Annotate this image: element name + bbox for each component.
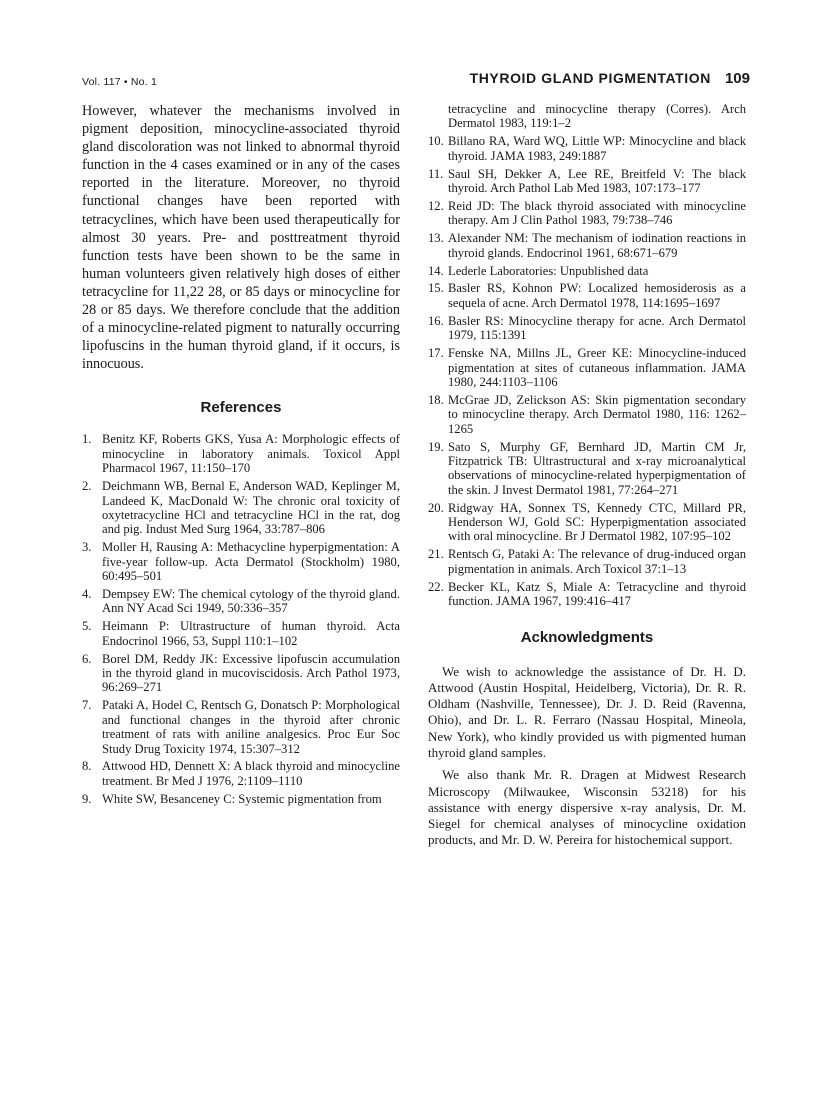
reference-item bbox=[82, 759, 400, 788]
right-column bbox=[428, 102, 746, 855]
reference-text: Sato S, Murphy GF, Bernhard JD, Martin CM Jr, Fitzpatrick TB: Ultrastructural and x-ray microanalytical observations of minocycline-related hyperpigmentation of the skin. J Invest Dermatol 1981, 77:264–271 bbox=[448, 439, 746, 497]
reference-text: Fenske NA, Millns JL, Greer KE: Minocycline-induced pigmentation at sites of cutaneous inflammation. JAMA 1980, 244:1103–1106 bbox=[448, 346, 746, 389]
reference-text: Heimann P: Ultrastructure of human thyroid. Acta Endocrinol 1966, 53, Suppl 110:1–102 bbox=[102, 619, 400, 648]
reference-text: Basler RS, Kohnon PW: Localized hemosiderosis as a sequela of acne. Arch Dermatol 1978, 114:1695–1697 bbox=[448, 281, 746, 310]
reference-item bbox=[82, 479, 400, 537]
reference-text: White SW, Besanceney C: Systemic pigmentation from bbox=[102, 791, 382, 806]
journal-volume: Vol. 117 • No. 1 bbox=[82, 76, 157, 88]
reference-number: 17. bbox=[428, 346, 444, 361]
reference-text: Alexander NM: The mechanism of iodination reactions in thyroid glands. Endocrinol 1961, 68:671–679 bbox=[448, 231, 746, 260]
reference-item bbox=[82, 587, 400, 616]
reference-text: McGrae JD, Zelickson AS: Skin pigmentation secondary to minocycline therapy. Arch Dermatol 1980, 116: 1262–1265 bbox=[448, 392, 746, 436]
reference-item bbox=[428, 199, 746, 228]
reference-number: 4. bbox=[82, 586, 92, 601]
reference-item bbox=[428, 501, 746, 544]
reference-text: Pataki A, Hodel C, Rentsch G, Donatsch P: Morphological and functional changes in the thyroid after chronic treatment of rats with aniline analgesics. Proc Eur Soc Study Drug Toxicity 1974, 15:307–312 bbox=[102, 698, 400, 756]
page-number: 109 bbox=[724, 70, 750, 87]
running-header bbox=[470, 70, 750, 87]
reference-number: 20. bbox=[428, 500, 444, 515]
reference-item bbox=[428, 580, 746, 609]
reference-text: Rentsch G, Pataki A: The relevance of drug-induced organ pigmentation in animals. Arch Toxicol 37:1–13 bbox=[448, 547, 746, 576]
reference-item bbox=[428, 134, 746, 163]
reference-item bbox=[82, 619, 400, 648]
reference-list-right bbox=[428, 134, 746, 608]
reference-text: Benitz KF, Roberts GKS, Yusa A: Morphologic effects of minocycline in laboratory animals. Toxicol Appl Pharmacol 1967, 11:150–170 bbox=[102, 432, 400, 476]
reference-text: Becker KL, Katz S, Miale A: Tetracycline and thyroid function. JAMA 1967, 199:416–417 bbox=[448, 579, 746, 609]
reference-item bbox=[428, 314, 746, 343]
reference-number: 2. bbox=[82, 479, 92, 494]
reference-number: 14. bbox=[428, 263, 444, 278]
running-title: THYROID GLAND PIGMENTATION bbox=[469, 70, 711, 86]
reference-item bbox=[428, 346, 746, 389]
reference-number: 22. bbox=[428, 579, 444, 594]
reference-text: Borel DM, Reddy JK: Excessive lipofuscin accumulation in the thyroid gland in mucoviscidosis. Arch Pathol 1973, 96:269–271 bbox=[102, 651, 400, 695]
reference-item bbox=[428, 393, 746, 436]
reference-text: Moller H, Rausing A: Methacycline hyperpigmentation: A five-year follow-up. Acta Dermatol (Stockholm) 1980, 60:495–501 bbox=[102, 540, 400, 584]
reference-text: Saul SH, Dekker A, Lee RE, Breitfeld V: The black thyroid. Arch Pathol Lab Med 1983, 107:173–177 bbox=[448, 166, 746, 196]
reference-number: 1. bbox=[82, 432, 92, 447]
reference-item bbox=[82, 432, 400, 475]
reference-text: Billano RA, Ward WQ, Little WP: Minocycline and black thyroid. JAMA 1983, 249:1887 bbox=[448, 134, 746, 163]
left-column bbox=[82, 102, 400, 810]
reference-text: Attwood HD, Dennett X: A black thyroid and minocycline treatment. Br Med J 1976, 2:1109–1110 bbox=[102, 759, 400, 788]
reference-number: 13. bbox=[428, 231, 444, 246]
reference-number: 15. bbox=[428, 281, 444, 296]
reference-text: Ridgway HA, Sonnex TS, Kennedy CTC, Millard PR, Henderson WJ, Gold SC: Hyperpigmentation associated with oral minocycline. Br J Dermatol 1982, 107:95–102 bbox=[448, 500, 746, 544]
reference-item bbox=[428, 547, 746, 576]
conclusion-paragraph: However, whatever the mechanisms involved in pigment deposition, minocycline-associated thyroid gland discoloration was not linked to abnormal thyroid function in the 4 cases examined or in any of the cases reported in the literature. Moreover, no thyroid functional changes have been reported with tetracyclines, which have been used therapeutically for almost 30 years. Pre- and posttreatment thyroid function tests have been shown to be the same in human volunteers given relatively high doses of either tetracycline for 11,22 28, or 85 days or minocycline for 28 or 85 days. We therefore conclude that the addition of a minocycline-related pigment to naturally occurring lipofuscins in the human thyroid gland, if it occurs, is innocuous. bbox=[82, 103, 400, 373]
reference-number: 11. bbox=[428, 166, 444, 181]
reference-item bbox=[82, 652, 400, 695]
reference-number: 3. bbox=[82, 540, 92, 555]
reference-number: 18. bbox=[428, 392, 444, 407]
reference-item bbox=[82, 698, 400, 756]
reference-number: 16. bbox=[428, 313, 444, 328]
reference-list-left bbox=[82, 432, 400, 806]
reference-item bbox=[82, 792, 400, 806]
reference-item bbox=[82, 540, 400, 583]
references-heading: References bbox=[200, 399, 282, 417]
reference-text: Lederle Laboratories: Unpublished data bbox=[448, 263, 649, 278]
reference-number: 6. bbox=[82, 651, 92, 666]
reference-number: 7. bbox=[82, 698, 92, 713]
reference-number: 19. bbox=[428, 439, 444, 454]
reference-number: 12. bbox=[428, 198, 444, 213]
reference-number: 9. bbox=[82, 791, 92, 806]
reference-item bbox=[428, 264, 746, 278]
reference-number: 8. bbox=[82, 759, 92, 774]
reference-continuation: tetracycline and minocycline therapy (Corres). Arch Dermatol 1983, 119:1–2 bbox=[448, 102, 746, 131]
acknowledgment-paragraph: We wish to acknowledge the assistance of Dr. H. D. Attwood (Austin Hospital, Heidelberg, Victoria), Dr. R. R. Oldham (Nashville, Tennessee), Dr. J. D. Reid (Ravenna, Ohio), and Dr. L. R. Ferraro (Nassau Hospital, Mineola, New York), who kindly provided us with pigmented human thyroid gland samples. bbox=[428, 663, 746, 760]
reference-text: Deichmann WB, Bernal E, Anderson WAD, Keplinger M, Landeed K, MacDonald W: The chronic oral toxicity of oxytetracycline HCl and tetracycline HCl in the rat, dog and pig. Indust Med Surg 1964, 33:787–806 bbox=[102, 479, 400, 537]
reference-text: Basler RS: Minocycline therapy for acne. Arch Dermatol 1979, 115:1391 bbox=[448, 313, 746, 343]
reference-number: 21. bbox=[428, 547, 444, 562]
acknowledgments-heading: Acknowledgments bbox=[520, 628, 654, 646]
reference-number: 5. bbox=[82, 619, 92, 634]
reference-item bbox=[428, 231, 746, 260]
reference-text: Dempsey EW: The chemical cytology of the thyroid gland. Ann NY Acad Sci 1949, 50:336–357 bbox=[102, 586, 400, 616]
reference-item bbox=[428, 167, 746, 196]
reference-number: 10. bbox=[428, 134, 444, 149]
acknowledgment-paragraph: We also thank Mr. R. Dragen at Midwest Research Microscopy (Milwaukee, Wisconsin 53218) for his assistance with energy dispersive x-ray analysis, Dr. M. Siegel for chemical analyses of minocycline oxidation products, and Mr. D. W. Pereira for histochemical support. bbox=[428, 767, 746, 848]
reference-item bbox=[428, 440, 746, 498]
reference-item bbox=[428, 281, 746, 310]
reference-text: Reid JD: The black thyroid associated with minocycline therapy. Am J Clin Pathol 1983, 79:738–746 bbox=[448, 198, 746, 228]
